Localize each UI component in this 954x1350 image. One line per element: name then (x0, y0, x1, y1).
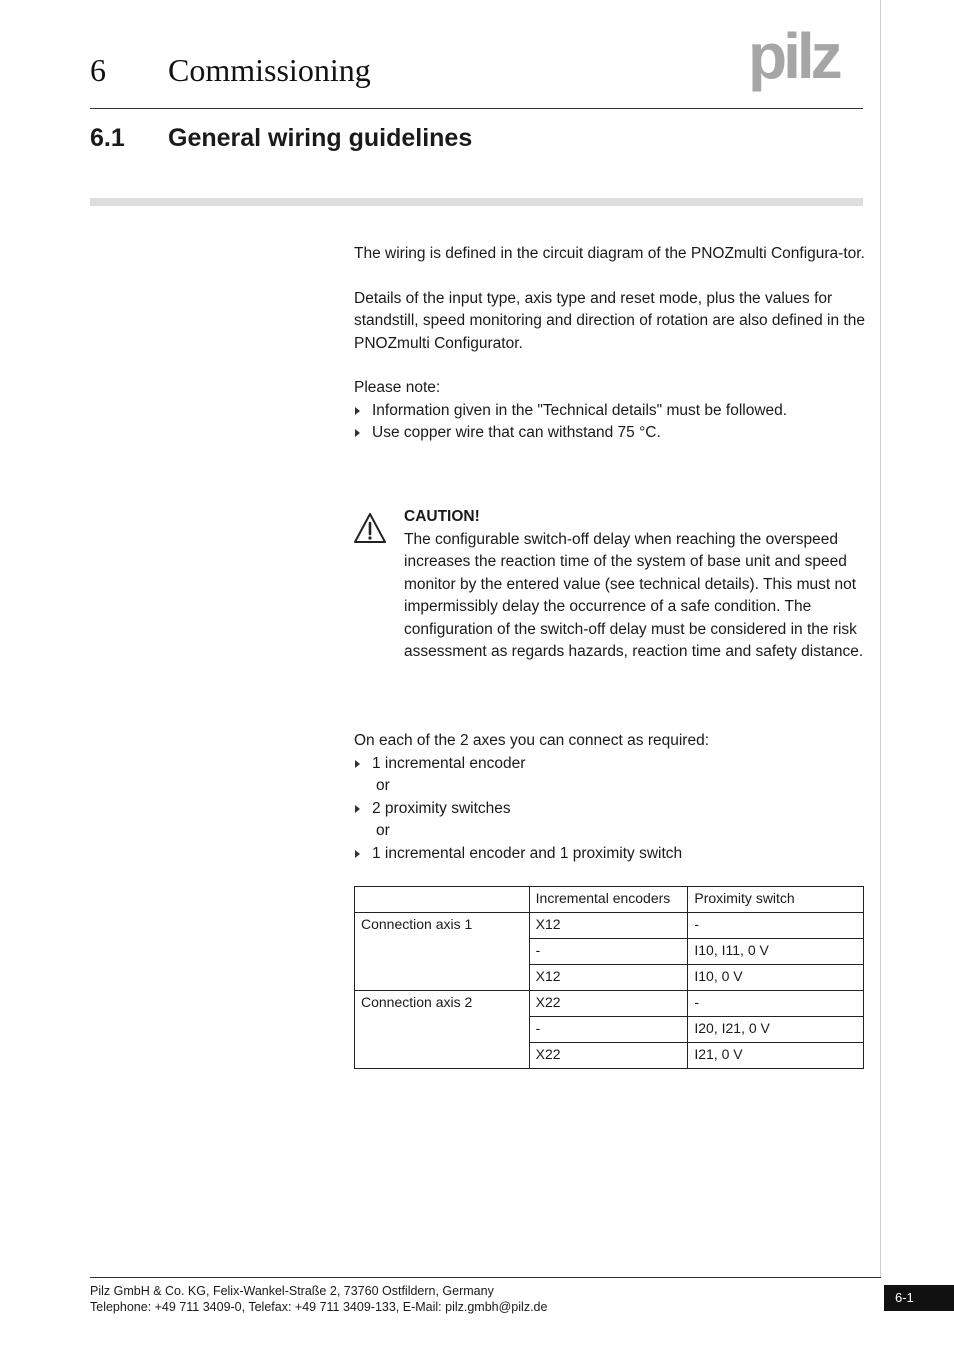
table-header-row (355, 887, 864, 913)
connection-table (354, 886, 864, 1069)
right-margin-rule (880, 0, 881, 1278)
caution-text: The configurable switch-off delay when reaching the overspeed increases the reaction time of the system of base unit and speed monitor by the entered value (see technical details). This must not impermissibly delay the occurrence of a safe condition. The configuration of the switch-off delay must be considered in the risk assessment as regards hazards, reaction time and safety distance. (404, 530, 864, 660)
table-header-cell: Incremental encoders (529, 887, 688, 913)
section-title: General wiring guidelines (168, 124, 473, 152)
page-number: 6-1 (884, 1285, 954, 1311)
footer-address (90, 1283, 547, 1315)
table-cell: X22 (529, 991, 688, 1017)
header-rule (90, 108, 863, 109)
pilz-logo (748, 26, 866, 96)
table-header-cell (355, 887, 530, 913)
table-cell: - (529, 939, 688, 965)
footer-line-contact: Telephone: +49 711 3409-0, Telefax: +49 711 3409-133, E-Mail: pilz.gmbh@pilz.de (90, 1300, 548, 1314)
triangle-bullet-icon (355, 429, 360, 437)
table-cell: I10, 0 V (688, 965, 864, 991)
caution-block (404, 506, 866, 664)
triangle-bullet-icon (355, 805, 360, 813)
chapter-number: 6 (90, 52, 106, 88)
list-item: Information given in the "Technical details" must be followed. (354, 400, 866, 423)
table-row (355, 913, 864, 939)
section-divider-bar (90, 198, 863, 206)
list-item: 1 incremental encoder and 1 proximity switch (354, 843, 866, 866)
section-number: 6.1 (90, 124, 125, 152)
table-cell: - (529, 1017, 688, 1043)
list-item: 1 incremental encoder (354, 753, 866, 776)
table-cell: X12 (529, 965, 688, 991)
table-cell: - (688, 991, 864, 1017)
or-separator: or (376, 822, 390, 839)
paragraph-details: Details of the input type, axis type and reset mode, plus the values for standstill, speed monitoring and direction of rotation are also defined in the PNOZmulti Configurator. (354, 289, 865, 352)
caution-title: CAUTION! (404, 508, 480, 525)
footer-line-address: Pilz GmbH & Co. KG, Felix-Wankel-Straße 2, 73760 Ostfildern, Germany (90, 1284, 494, 1298)
note-intro: Please note: (354, 379, 441, 396)
axes-intro: On each of the 2 axes you can connect as required: (354, 732, 710, 749)
warning-triangle-icon (354, 512, 386, 544)
table-cell: I20, I21, 0 V (688, 1017, 864, 1043)
axes-section (354, 730, 866, 865)
table-cell: X12 (529, 913, 688, 939)
table-cell: I21, 0 V (688, 1043, 864, 1069)
axis-label-cell: Connection axis 1 (355, 913, 530, 991)
note-list (354, 400, 866, 445)
table-cell: I10, I11, 0 V (688, 939, 864, 965)
pilz-logo-text: pilz (748, 26, 839, 92)
list-item: 2 proximity switches (354, 798, 866, 821)
triangle-bullet-icon (355, 407, 360, 415)
axes-list (354, 753, 866, 866)
or-separator: or (376, 777, 390, 794)
intro-paragraphs (354, 243, 866, 445)
table-row (355, 991, 864, 1017)
table-cell: X22 (529, 1043, 688, 1069)
axis-label-cell: Connection axis 2 (355, 991, 530, 1069)
triangle-bullet-icon (355, 850, 360, 858)
footer-rule (90, 1277, 881, 1278)
triangle-bullet-icon (355, 760, 360, 768)
paragraph-wiring: The wiring is defined in the circuit diagram of the PNOZmulti Configura-tor. (354, 245, 865, 262)
table-cell: - (688, 913, 864, 939)
list-item: Use copper wire that can withstand 75 °C. (354, 422, 866, 445)
chapter-title: Commissioning (168, 52, 371, 88)
table-header-cell: Proximity switch (688, 887, 864, 913)
